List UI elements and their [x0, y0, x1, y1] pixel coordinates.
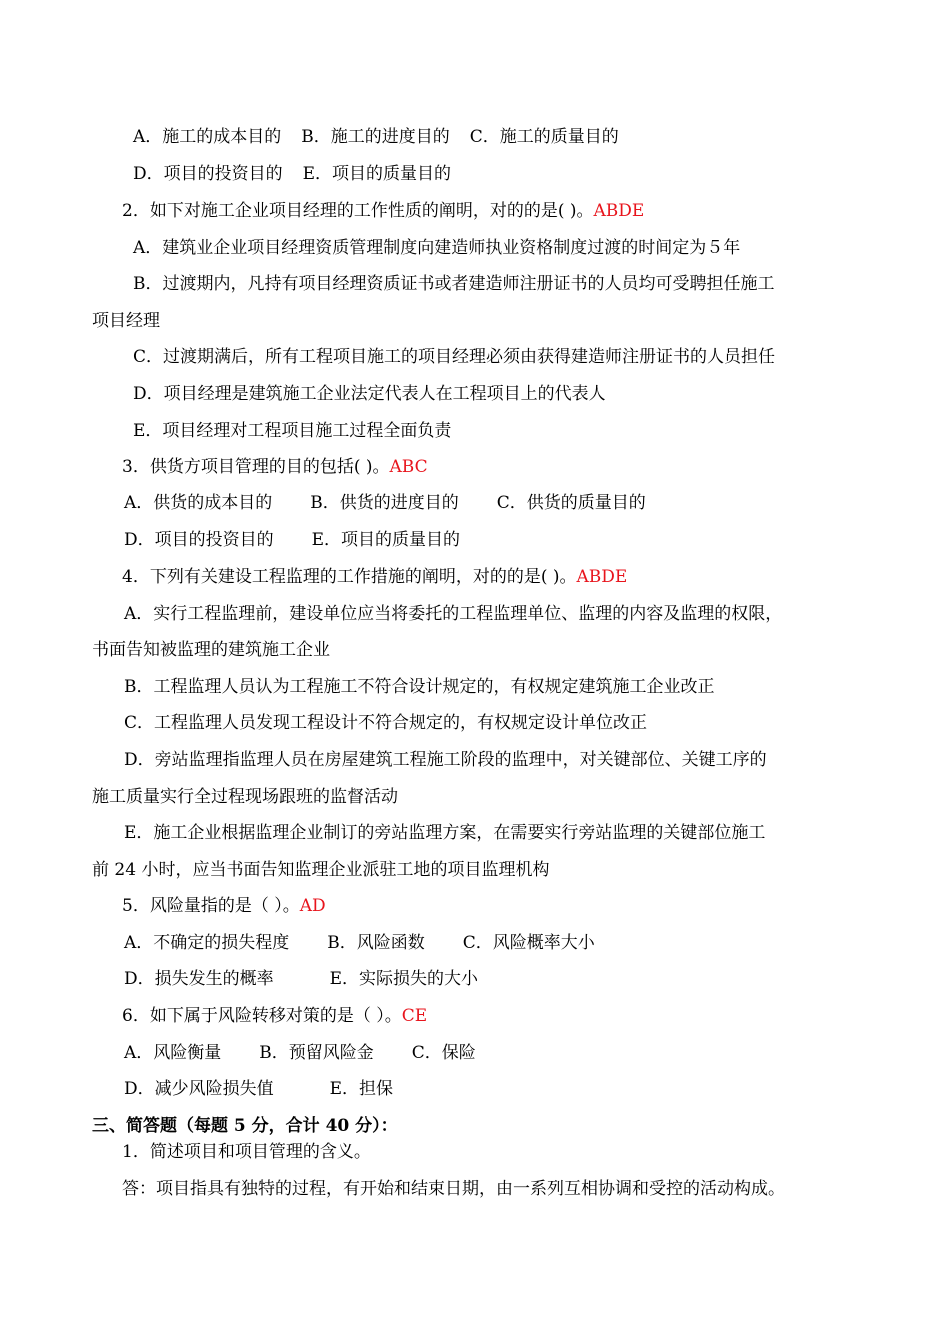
q6-option-e: E．担保 [329, 1079, 394, 1099]
section-3-heading: 三、简答题（每题 5 分，合计 40 分）： [92, 1116, 398, 1136]
q5-stem [122, 895, 326, 917]
q6-option-d: D．减少风险损失值 [124, 1079, 274, 1099]
q6-option-b: B．预留风险金 [259, 1043, 374, 1063]
q4-stem [122, 566, 627, 588]
q2-option-e: E．项目经理对工程项目施工过程全面负责 [133, 421, 452, 441]
q4-option-a-line-1: A．实行工程监理前，建设单位应当将委托的工程监理单位、监理的内容及监理的权限， [124, 604, 783, 624]
q4-option-b: B．工程监理人员认为工程施工不符合设计规定的，有权规定建筑施工企业改正 [124, 677, 715, 697]
q3-option-d: D．项目的投资目的 [124, 530, 274, 550]
q2-option-b-line-2: 项目经理 [92, 311, 160, 331]
q2-option-b-line-1: B．过渡期内，凡持有项目经理资质证书或者建造师注册证书的人员均可受聘担任施工 [133, 274, 775, 294]
q4-option-e-line-1: E．施工企业根据监理企业制订的旁站监理方案，在需要实行旁站监理的关键部位施工 [124, 823, 766, 843]
q3-answer: ABC [389, 457, 428, 477]
q1-option-d: D．项目的投资目的 [133, 164, 283, 184]
q1-options-row-2 [133, 163, 451, 185]
q2-option-c: C．过渡期满后，所有工程项目施工的项目经理必须由获得建造师注册证书的人员担任 [133, 347, 776, 367]
q6-answer: CE [401, 1006, 428, 1026]
q6-option-c: C．保险 [411, 1043, 476, 1063]
q4-option-a-line-2: 书面告知被监理的建筑施工企业 [92, 640, 330, 660]
section-3-question-1: 1．简述项目和项目管理的含义。 [122, 1142, 371, 1162]
q3-stem [122, 456, 428, 478]
q4-option-c: C．工程监理人员发现工程设计不符合规定的，有权规定设计单位改正 [124, 713, 648, 733]
q6-options-row-2 [124, 1078, 393, 1100]
q3-option-c: C．供货的质量目的 [496, 493, 646, 513]
q1-options-row-1 [133, 126, 619, 148]
q3-option-a: A．供货的成本目的 [124, 493, 273, 513]
section-3-answer-1: 答：项目指具有独特的过程，有开始和结束日期，由一系列互相协调和受控的活动构成。 [122, 1179, 785, 1199]
q5-answer: AD [299, 896, 326, 916]
q4-option-d-line-1: D．旁站监理指监理人员在房屋建筑工程施工阶段的监理中，对关键部位、关键工序的 [124, 750, 767, 770]
q3-options-row-1 [124, 492, 646, 514]
q3-option-b: B．供货的进度目的 [310, 493, 459, 513]
q4-option-e-line-2: 前 24 小时，应当书面告知监理企业派驻工地的项目监理机构 [92, 860, 550, 880]
q4-option-d-line-2: 施工质量实行全过程现场跟班的监督活动 [92, 787, 398, 807]
q5-option-e: E．实际损失的大小 [329, 969, 479, 989]
q1-option-e: E．项目的质量目的 [302, 164, 452, 184]
q6-stem-text: 6．如下属于风险转移对策的是（ ）。 [122, 1006, 402, 1026]
q4-answer: ABDE [576, 567, 628, 587]
q3-options-row-2 [124, 529, 460, 551]
q6-option-a: A．风险衡量 [124, 1043, 222, 1063]
q3-option-e: E．项目的质量目的 [311, 530, 461, 550]
q4-stem-text: 4．下列有关建设工程监理的工作措施的阐明，对的的是( )。 [122, 567, 577, 587]
q5-option-a: A．不确定的损失程度 [124, 933, 290, 953]
q2-stem [122, 200, 644, 222]
q5-options-row-1 [124, 932, 595, 954]
q5-options-row-2 [124, 968, 478, 990]
q6-options-row-1 [124, 1042, 476, 1064]
q1-option-a: A．施工的成本目的 [133, 127, 282, 147]
q5-option-c: C．风险概率大小 [462, 933, 595, 953]
q1-option-b: B．施工的进度目的 [301, 127, 450, 147]
q1-option-c: C．施工的质量目的 [469, 127, 619, 147]
q6-stem [122, 1005, 427, 1027]
q5-stem-text: 5．风险量指的是（ ）。 [122, 896, 300, 916]
q5-option-d: D．损失发生的概率 [124, 969, 274, 989]
q2-stem-text: 2．如下对施工企业项目经理的工作性质的阐明，对的的是( )。 [122, 201, 594, 221]
q2-option-d: D．项目经理是建筑施工企业法定代表人在工程项目上的代表人 [133, 384, 606, 404]
q3-stem-text: 3．供货方项目管理的目的包括( )。 [122, 457, 390, 477]
q2-option-a: A．建筑业企业项目经理资质管理制度向建造师执业资格制度过渡的时间定为５年 [133, 238, 741, 258]
q5-option-b: B．风险函数 [327, 933, 425, 953]
q2-answer: ABDE [593, 201, 645, 221]
